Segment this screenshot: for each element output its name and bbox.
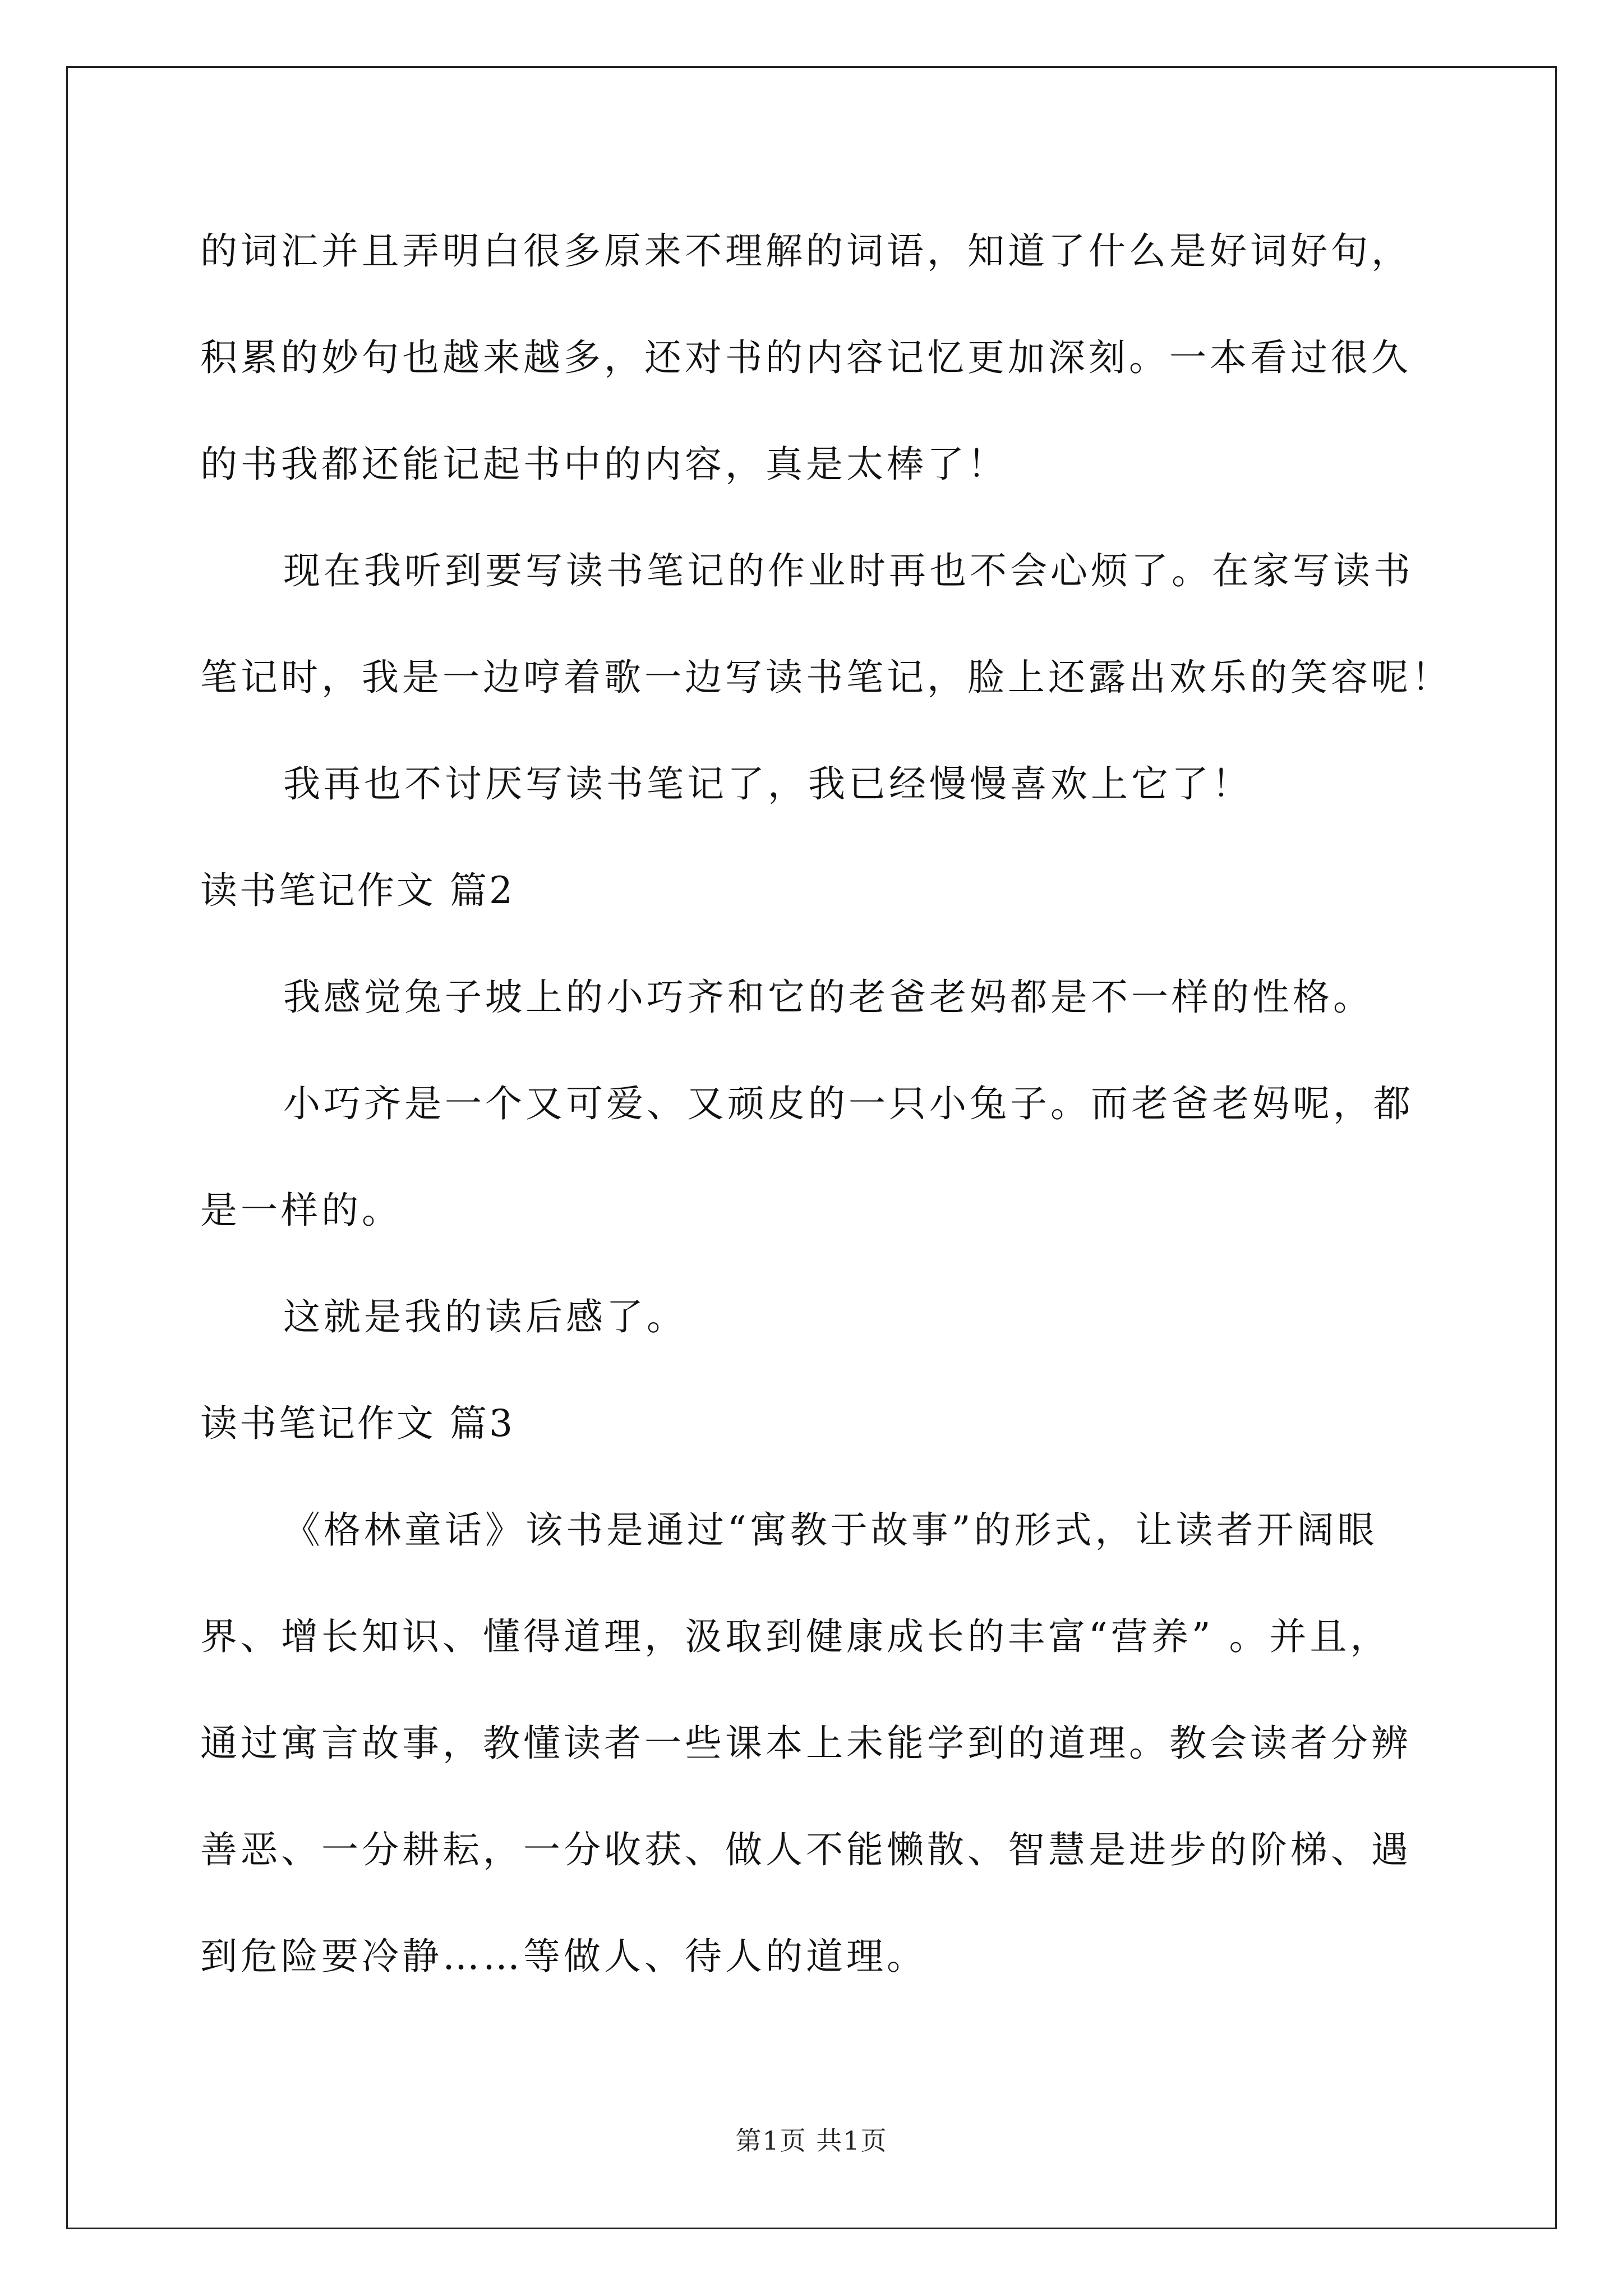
text-line: 我感觉兔子坡上的小巧齐和它的老爸老妈都是不一样的性格。: [283, 976, 1373, 1019]
text-line: 积累的妙句也越来越多，还对书的内容记忆更加深刻。一本看过很久: [200, 336, 1412, 379]
text-line: 通过寓言故事，教懂读者一些课本上未能学到的道理。教会读者分辨: [200, 1722, 1412, 1765]
text-line: 现在我听到要写读书笔记的作业时再也不会心烦了。在家写读书: [283, 549, 1414, 592]
text-line: 笔记时，我是一边哼着歌一边写读书笔记，脸上还露出欢乐的笑容呢！: [200, 656, 1452, 699]
text-line: 这就是我的读后感了。: [283, 1295, 687, 1338]
page-footer: 第1页 共1页: [735, 2125, 888, 2156]
text-line: 是一样的。: [200, 1189, 402, 1232]
text-line: 的书我都还能记起书中的内容，真是太棒了！: [200, 443, 1008, 486]
text-line: 界、增长知识、懂得道理，汲取到健康成长的丰富“营养” 。并且，: [200, 1615, 1391, 1658]
text-line: 我再也不讨厌写读书笔记了，我已经慢慢喜欢上它了！: [283, 762, 1252, 806]
text-line: 《格林童话》该书是通过“寓教于故事”的形式，让读者开阔眼: [283, 1508, 1378, 1552]
text-line: 到危险要冷静……等做人、待人的道理。: [200, 1935, 927, 1978]
text-line: 的词汇并且弄明白很多原来不理解的词语，知道了什么是好词好句，: [200, 229, 1412, 273]
text-line: 善恶、一分耕耘，一分收获、做人不能懒散、智慧是进步的阶梯、遇: [200, 1828, 1412, 1871]
text-line: 小巧齐是一个又可爱、又顽皮的一只小兔子。而老爸老妈呢，都: [283, 1082, 1414, 1125]
document-body: [200, 218, 1452, 2030]
section-heading: 读书笔记作文 篇3: [200, 1402, 515, 1445]
section-heading: 读书笔记作文 篇2: [200, 869, 515, 912]
